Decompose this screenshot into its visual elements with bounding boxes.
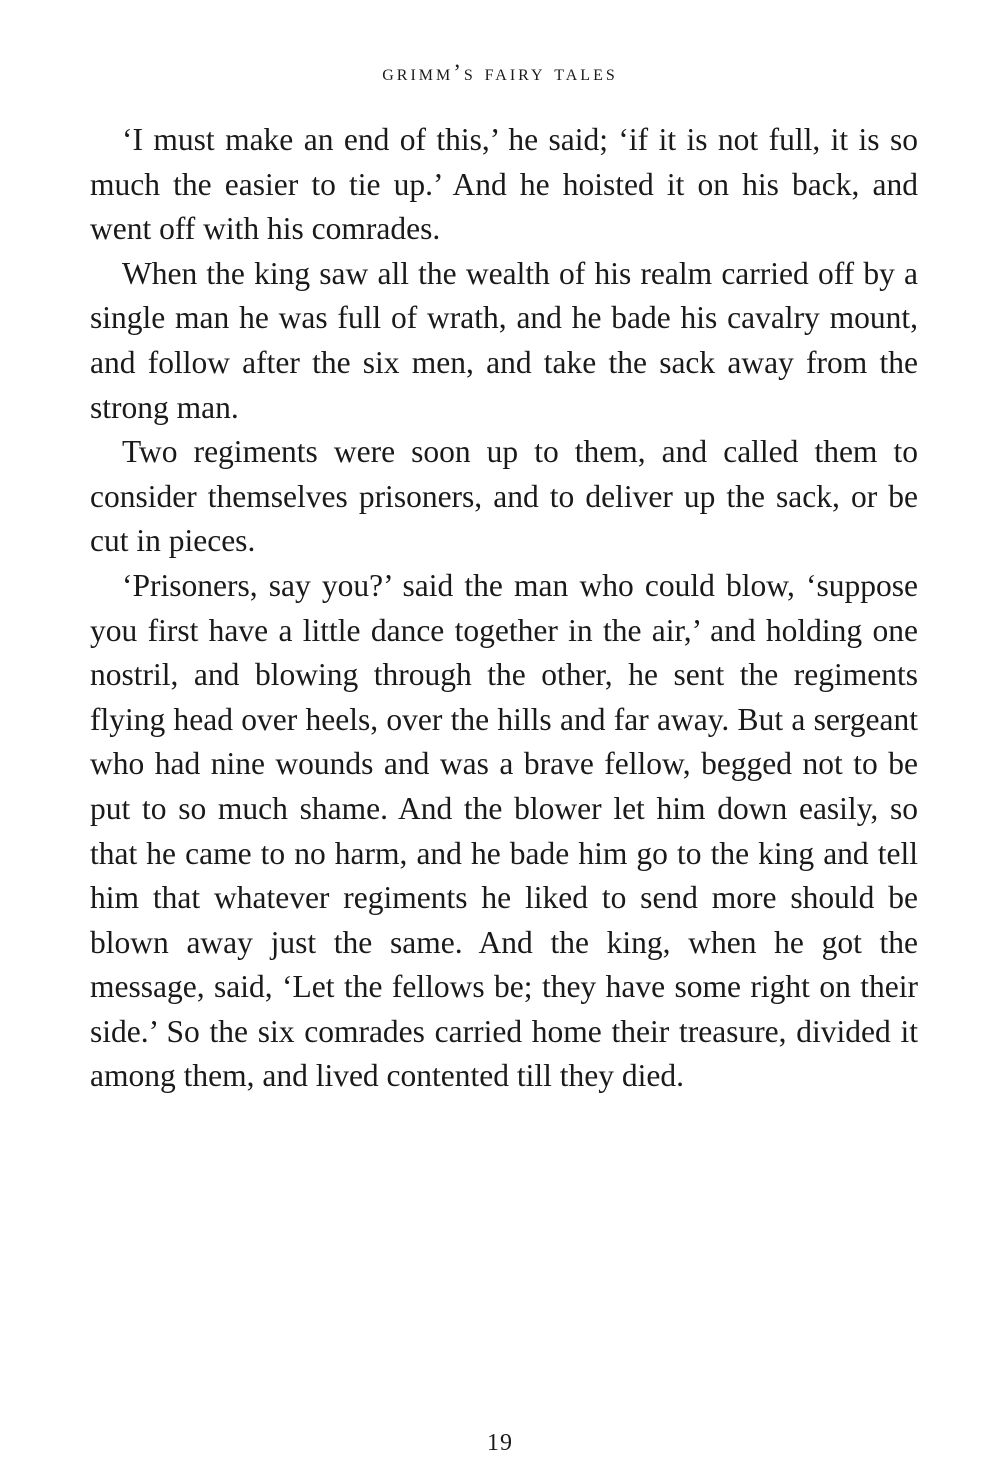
paragraph-2: When the king saw all the wealth of his realm carried off by a single man he was full of wrath, and he bade his cavalry mount, and follow after the six men, and take the sack away from the strong man. bbox=[90, 255, 918, 425]
running-head-title: grimm’s fairy tales bbox=[382, 60, 618, 85]
paragraph-3: Two regiments were soon up to them, and called them to consider themselves prisoners, and to deliver up the sack, or be cut in pieces. bbox=[90, 434, 918, 559]
paragraph-4: ‘Prisoners, say you?’ said the man who could blow, ‘suppose you first have a little dance together in the air,’ and holding one nostril, and blowing through the other, he sent the regiments flying head over heels, over the hills and far away. But a sergeant who had nine wounds and was a brave fellow, begged not to be put to so much shame. And the blower let him down easily, so that he came to no harm, and he bade him go to the king and tell him that whatever regiments he liked to send more should be blown away just the same. And the king, when he got the message, said, ‘Let the fellows be; they have some right on their side.’ So the six comrades carried home their treasure, divided it among them, and lived contented till they died. bbox=[90, 567, 918, 1094]
page-number: 19 bbox=[487, 1430, 513, 1456]
body-text bbox=[90, 118, 918, 1099]
paragraph-1: ‘I must make an end of this,’ he said; ‘if it is not full, it is so much the easier to tie up.’ And he hoisted it on his back, and went off with his comrades. bbox=[90, 122, 918, 247]
